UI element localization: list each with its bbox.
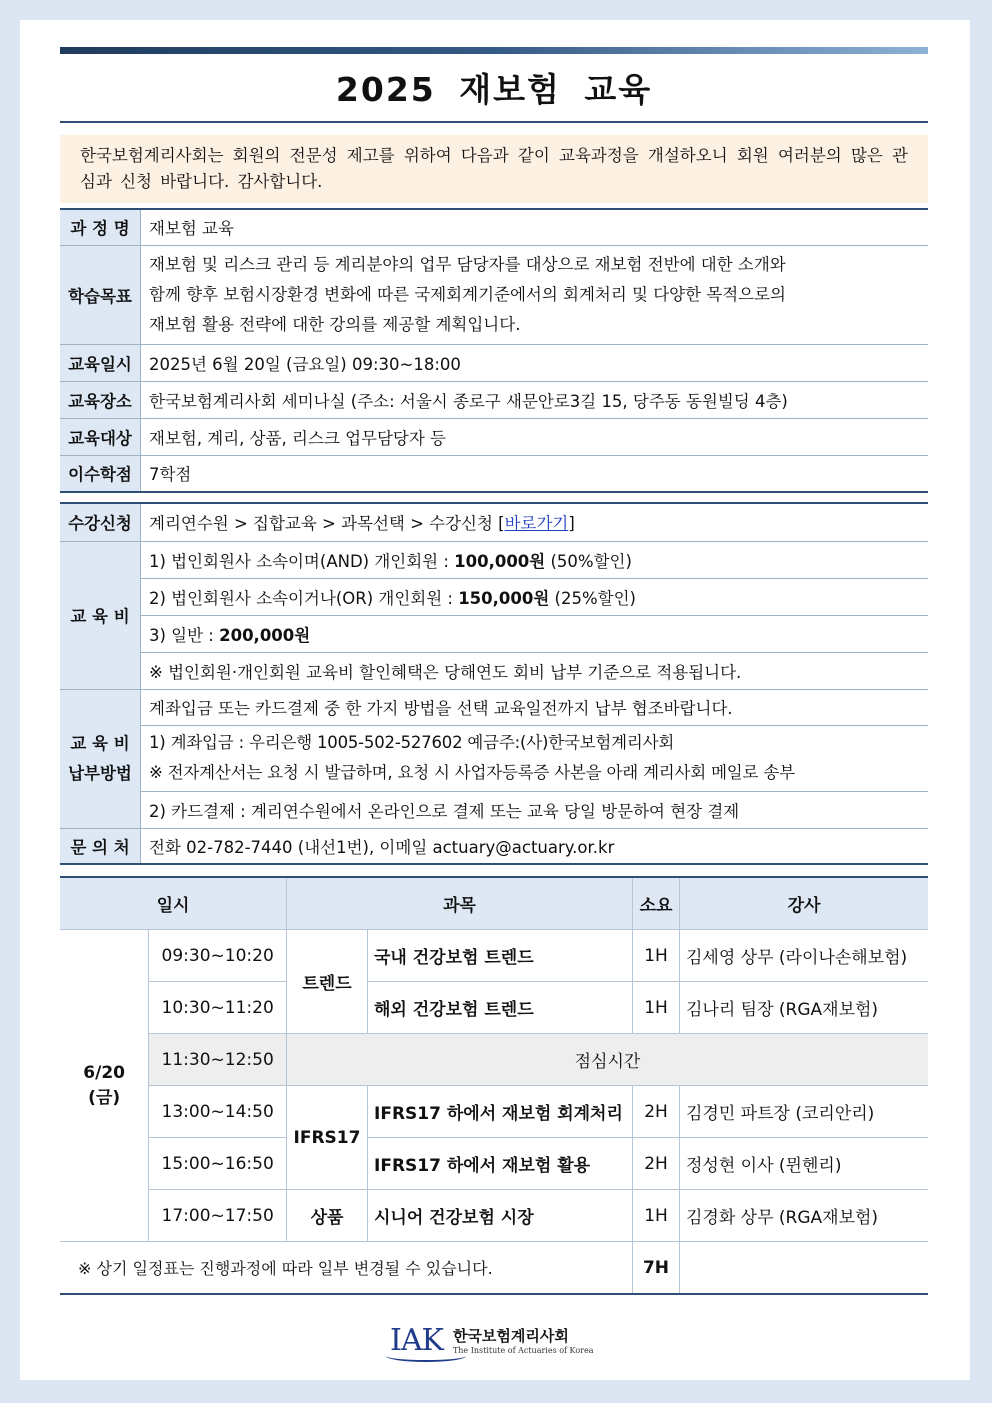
- fee-row-3: [60, 615, 928, 652]
- header-subject: 과목: [287, 877, 633, 930]
- value-place: 한국보험계리사회 세미나실 (주소: 서울시 종로구 새문안로3길 15, 당주동 동원빌딩 4층): [141, 381, 929, 418]
- schedule-row-lunch: [60, 1034, 928, 1086]
- schedule-table: [60, 876, 928, 1295]
- fee-note-row: [60, 652, 928, 689]
- instructor-cell: 김경화 상무 (RGA재보험): [680, 1190, 929, 1242]
- category-ifrs17: IFRS17: [287, 1086, 368, 1190]
- hours-cell: 2H: [633, 1086, 680, 1138]
- bank-note: ※ 전자계산서는 요청 시 발급하며, 요청 시 사업자등록증 사본을 아래 계리사회 메일로 송부: [149, 763, 795, 782]
- instructor-cell: 김나리 팀장 (RGA재보험): [680, 982, 929, 1034]
- payment-card: 2) 카드결제 : 계리연수원에서 온라인으로 결제 또는 교육 당일 방문하여 현장 결제: [141, 791, 929, 828]
- value-date: 2025년 6월 20일 (금요일) 09:30~18:00: [141, 344, 929, 381]
- schedule-row: [60, 1190, 928, 1242]
- bank-info: 1) 계좌입금 : 우리은행 1005-502-527602 예금주:(사)한국보험계리사회: [149, 733, 675, 752]
- info-row-course: [60, 209, 928, 245]
- day-value: (금): [88, 1088, 121, 1108]
- label-payment-line2: 납부방법: [68, 763, 132, 783]
- logo-text: [453, 1325, 594, 1355]
- topic-cell: 시니어 건강보험 시장: [368, 1190, 633, 1242]
- goal-line: 재보험 및 리스크 관리 등 계리분야의 업무 담당자를 대상으로 재보험 전반에 대한 소개와: [149, 254, 786, 274]
- iak-logo: [390, 1323, 443, 1358]
- topic-cell: IFRS17 하에서 재보험 회계처리: [368, 1086, 633, 1138]
- label-course: 과 정 명: [60, 209, 141, 245]
- schedule-header: [60, 877, 928, 930]
- label-payment-line1: 교 육 비: [70, 733, 130, 753]
- category-trend: 트렌드: [287, 930, 368, 1034]
- hours-cell: 2H: [633, 1138, 680, 1190]
- info-row-date: [60, 344, 928, 381]
- apply-path: 계리연수원 > 집합교육 > 과목선택 > 수강신청: [149, 514, 493, 534]
- time-cell: 11:30~12:50: [149, 1034, 287, 1086]
- total-hours: 7H: [633, 1242, 680, 1295]
- fee-desc: 3) 일반 :: [149, 625, 220, 645]
- time-cell: 13:00~14:50: [149, 1086, 287, 1138]
- header-instructor: 강사: [680, 877, 929, 930]
- fee-item: [141, 541, 929, 578]
- schedule-note: ※ 상기 일정표는 진행과정에 따라 일부 변경될 수 있습니다.: [60, 1242, 633, 1295]
- fee-row-1: [60, 541, 928, 578]
- registration-table: [60, 502, 928, 865]
- apply-bracket-open: [: [498, 514, 505, 534]
- schedule-row: [60, 1138, 928, 1190]
- footer-logo: [390, 1320, 593, 1360]
- empty-cell: [680, 1242, 929, 1295]
- category-product: 상품: [287, 1190, 368, 1242]
- fee-amount: 100,000원: [454, 551, 546, 571]
- payment-row-card: [60, 791, 928, 828]
- fee-note: ※ 법인회원·개인회원 교육비 할인혜택은 당해연도 회비 납부 기준으로 적용됩니다.: [141, 652, 929, 689]
- label-place: 교육장소: [60, 381, 141, 418]
- instructor-cell: 김경민 파트장 (코리안리): [680, 1086, 929, 1138]
- title-divider: [60, 121, 928, 123]
- contact-row: [60, 828, 928, 864]
- value-goal: [141, 245, 929, 344]
- schedule-row: [60, 930, 928, 982]
- header-duration: 소요: [633, 877, 680, 930]
- fee-row-2: [60, 578, 928, 615]
- value-credit: 7학점: [141, 455, 929, 492]
- label-target: 교육대상: [60, 418, 141, 455]
- label-goal: 학습목표: [60, 245, 141, 344]
- goal-line: 함께 향후 보험시장환경 변화에 따른 국제회계기준에서의 회계처리 및 다양한 목적으로의: [149, 284, 786, 304]
- hours-cell: 1H: [633, 982, 680, 1034]
- time-cell: 17:00~17:50: [149, 1190, 287, 1242]
- instructor-cell: 김세영 상무 (라이나손해보험): [680, 930, 929, 982]
- fee-item: [141, 615, 929, 652]
- goal-line: 재보험 활용 전략에 대한 강의를 제공할 계획입니다.: [149, 314, 521, 334]
- page-title: 2025 재보험 교육: [335, 70, 653, 109]
- instructor-cell: 정성현 이사 (뮌헨리): [680, 1138, 929, 1190]
- schedule-footer-row: [60, 1242, 928, 1295]
- document-page: [20, 20, 970, 1380]
- value-apply: [141, 503, 929, 541]
- fee-amount: 150,000원: [458, 588, 550, 608]
- fee-desc: 1) 법인회원사 소속이며(AND) 개인회원 :: [149, 551, 455, 571]
- schedule-row: [60, 1086, 928, 1138]
- schedule-row: [60, 982, 928, 1034]
- course-info-table: [60, 208, 928, 493]
- time-cell: 09:30~10:20: [149, 930, 287, 982]
- lunch-cell: 점심시간: [287, 1034, 929, 1086]
- label-date: 교육일시: [60, 344, 141, 381]
- time-cell: 15:00~16:50: [149, 1138, 287, 1190]
- info-row-place: [60, 381, 928, 418]
- topic-cell: 해외 건강보험 트렌드: [368, 982, 633, 1034]
- value-contact: 전화 02-782-7440 (내선1번), 이메일 actuary@actuary.or.kr: [141, 828, 929, 864]
- info-row-credit: [60, 455, 928, 492]
- topic-cell: IFRS17 하에서 재보험 활용: [368, 1138, 633, 1190]
- logo-letters: IAK: [390, 1322, 443, 1358]
- info-row-goal: [60, 245, 928, 344]
- fee-item: [141, 578, 929, 615]
- header-datetime: 일시: [60, 877, 287, 930]
- label-credit: 이수학점: [60, 455, 141, 492]
- label-contact: 문 의 처: [60, 828, 141, 864]
- org-name-en: The Institute of Actuaries of Korea: [452, 1346, 594, 1355]
- date-value: 6/20: [83, 1063, 125, 1083]
- payment-intro: 계좌입금 또는 카드결제 중 한 가지 방법을 선택 교육일전까지 납부 협조바랍니다.: [141, 689, 929, 725]
- payment-row-bank: [60, 725, 928, 791]
- info-row-target: [60, 418, 928, 455]
- label-fee: 교 육 비: [60, 541, 141, 689]
- fee-desc: 2) 법인회원사 소속이거나(OR) 개인회원 :: [149, 588, 459, 608]
- time-cell: 10:30~11:20: [149, 982, 287, 1034]
- label-apply: 수강신청: [60, 503, 141, 541]
- intro-text: 한국보험계리사회는 회원의 전문성 제고를 위하여 다음과 같이 교육과정을 개설하오니 회원 여러분의 많은 관심과 신청 바랍니다. 감사합니다.: [60, 135, 928, 203]
- hours-cell: 1H: [633, 1190, 680, 1242]
- payment-row-intro: [60, 689, 928, 725]
- fee-amount: 200,000원: [219, 625, 311, 645]
- schedule-date: [60, 930, 149, 1242]
- org-name-ko: 한국보험계리사회: [452, 1327, 569, 1345]
- fee-discount: (50%할인): [545, 551, 632, 571]
- fee-discount: (25%할인): [549, 588, 636, 608]
- shortcut-link[interactable]: 바로가기: [504, 514, 569, 534]
- value-target: 재보험, 계리, 상품, 리스크 업무담당자 등: [141, 418, 929, 455]
- topic-cell: 국내 건강보험 트렌드: [368, 930, 633, 982]
- header-bar: [60, 47, 928, 54]
- logo-arc: [386, 1350, 466, 1362]
- label-payment: [60, 689, 141, 828]
- apply-row: [60, 503, 928, 541]
- value-course: 재보험 교육: [141, 209, 929, 245]
- payment-bank: [141, 725, 929, 791]
- apply-bracket-close: ]: [568, 514, 575, 534]
- hours-cell: 1H: [633, 930, 680, 982]
